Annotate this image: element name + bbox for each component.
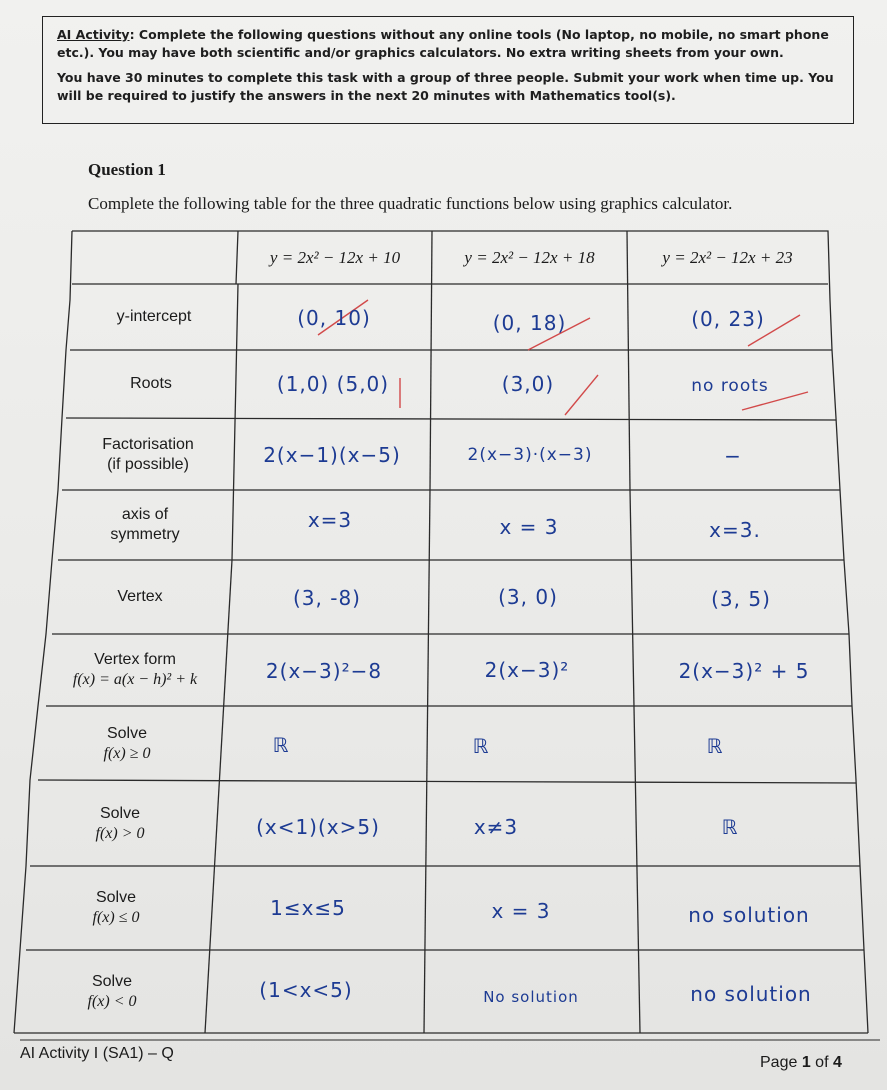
question-instruction: Complete the following table for the three quadratic functions below using graphics calculator. xyxy=(88,194,733,213)
row-label-text: axis of xyxy=(121,506,169,523)
answer-cell: ℝ xyxy=(272,733,290,757)
answer-cell: x = 3 xyxy=(499,515,559,539)
row-label-vertex xyxy=(52,560,228,634)
activity-label: AI Activity xyxy=(57,27,130,42)
row-label-solve-geq xyxy=(38,706,216,781)
row-label-subtext: f(x) ≥ 0 xyxy=(103,744,151,762)
answer-cell: 2(x−3)² xyxy=(484,658,570,682)
row-label-text: Solve xyxy=(99,805,141,822)
row-label-subtext: (if possible) xyxy=(107,456,189,473)
row-label-solve-lt xyxy=(20,950,204,1033)
answer-cell: (3, 5) xyxy=(711,587,771,611)
footer-page-number xyxy=(760,1054,842,1072)
answer-cell: (0, 10) xyxy=(297,306,371,330)
row-label-subtext: f(x) < 0 xyxy=(87,992,137,1010)
answer-cell: (1,0) (5,0) xyxy=(276,372,390,396)
row-label-solve-leq xyxy=(26,866,206,950)
answer-cell: (1<x<5) xyxy=(259,978,353,1002)
row-label-subtext: f(x) = a(x − h)² + k xyxy=(72,671,198,688)
row-label-text: Solve xyxy=(91,972,133,990)
answer-cell: 2(x−1)(x−5) xyxy=(263,443,401,467)
answer-cell: (3, 0) xyxy=(498,585,558,609)
page-prefix: Page xyxy=(760,1054,802,1071)
row-label-factorisation xyxy=(62,420,234,490)
row-label-subtext: symmetry xyxy=(110,526,180,543)
answer-cell: 1≤x≤5 xyxy=(270,896,346,920)
row-label-text: Vertex form xyxy=(94,651,176,668)
answer-cell: (3, -8) xyxy=(293,586,361,610)
activity-paragraph-2: You have 30 minutes to complete this task with a group of three people. Submit your work when time up. You will be required to justify the answers in the next 20 minutes with Mathematics tool(s). xyxy=(57,70,834,103)
header-function-1: y = 2x² − 12x + 10 xyxy=(269,247,401,267)
answer-cell: 2(x−3)² + 5 xyxy=(678,659,810,683)
answer-cell: No solution xyxy=(483,988,579,1006)
row-label-text: Factorisation xyxy=(102,436,194,453)
answer-cell: x=3 xyxy=(307,508,353,532)
row-label-roots xyxy=(66,350,236,418)
answer-cell: (x<1)(x>5) xyxy=(256,815,380,839)
question-title: Question 1 xyxy=(88,160,166,179)
row-label-text: Solve xyxy=(106,724,148,742)
answer-cell: − xyxy=(724,444,742,468)
row-label-text: y-intercept xyxy=(116,308,192,325)
page-current: 1 xyxy=(801,1054,811,1071)
answer-cell: x=3. xyxy=(709,518,761,542)
row-label-vertex-form xyxy=(46,634,224,706)
answer-cell: (0, 18) xyxy=(492,311,567,335)
answer-cell: no solution xyxy=(688,903,810,927)
header-function-2: y = 2x² − 12x + 18 xyxy=(464,247,595,267)
answer-cell: 2(x−3)²−8 xyxy=(265,659,383,683)
row-label-text: Vertex xyxy=(117,588,163,605)
answer-cell: no roots xyxy=(691,376,769,396)
answer-cell: ℝ xyxy=(721,815,739,839)
row-label-subtext: f(x) ≤ 0 xyxy=(92,909,140,926)
row-label-axis-of-symmetry xyxy=(58,490,232,560)
answer-cell: x = 3 xyxy=(491,899,551,923)
row-label-y-intercept xyxy=(70,284,238,350)
row-label-text: Roots xyxy=(130,375,172,392)
row-label-subtext: f(x) > 0 xyxy=(95,825,145,842)
answer-cell: ℝ xyxy=(706,734,724,758)
activity-text-1: : Complete the following questions without any online tools (No laptop, no mobile, no smart phone etc.). You may have both scientific and/or graphics calculators. No extra writing sheets from your own. xyxy=(57,27,829,60)
answer-cell: no solution xyxy=(690,982,812,1006)
answer-cell: x≠3 xyxy=(473,815,519,839)
answer-cell: ℝ xyxy=(472,734,490,758)
header-function-3: y = 2x² − 12x + 23 xyxy=(662,247,793,267)
page-total: 4 xyxy=(832,1054,842,1071)
answer-cell: (0, 23) xyxy=(691,307,765,331)
footer-document-id: AI Activity I (SA1) – Q xyxy=(20,1045,174,1062)
page-mid: of xyxy=(810,1054,833,1071)
row-label-solve-gt xyxy=(30,782,210,866)
answer-cell: 2(x−3)·(x−3) xyxy=(467,445,593,465)
answer-cell: (3,0) xyxy=(501,372,555,396)
row-label-text: Solve xyxy=(95,889,137,906)
